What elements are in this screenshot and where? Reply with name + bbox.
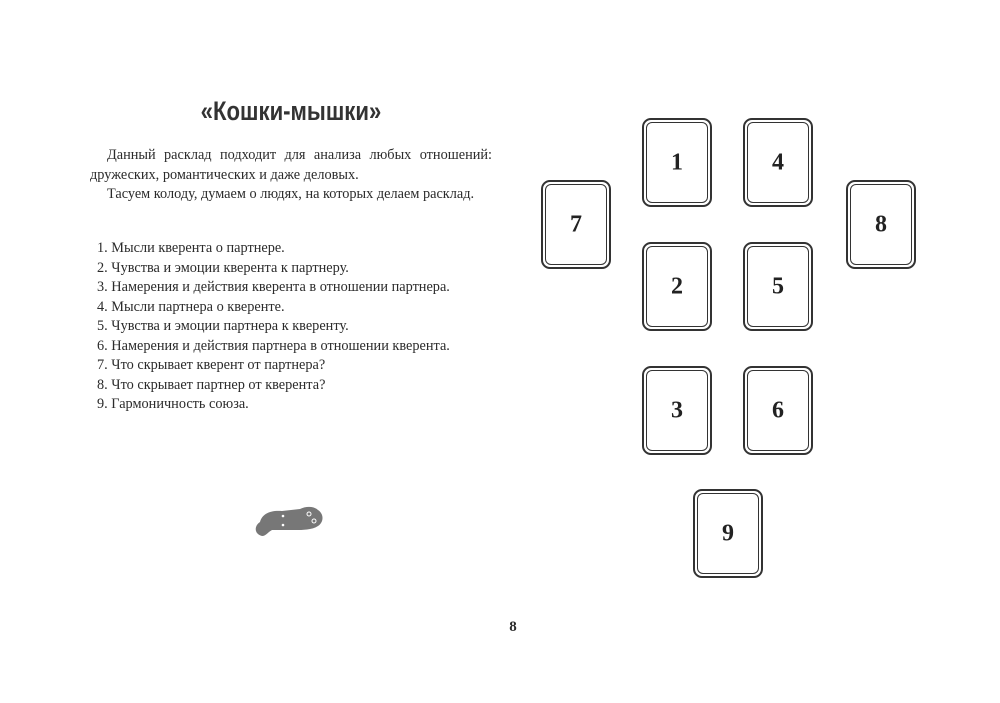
- card-number: 3: [671, 397, 683, 423]
- intro-text: [90, 146, 492, 205]
- card-number: 4: [772, 149, 784, 175]
- list-item: 5. Чувства и эмоции партнера к кверенту.: [97, 318, 349, 334]
- positions-list: [90, 239, 492, 415]
- card-position-2: [642, 242, 712, 331]
- list-item: 3. Намерения и действия кверента в отношении партнера.: [97, 279, 450, 295]
- card-number: 6: [772, 397, 784, 423]
- card-number: 7: [570, 211, 582, 237]
- card-position-6: [743, 366, 813, 455]
- list-item: 2. Чувства и эмоции кверента к партнеру.: [97, 259, 349, 276]
- card-position-9: [693, 489, 763, 578]
- card-position-8: [846, 180, 916, 269]
- list-item: 9. Гармоничность союза.: [97, 396, 249, 412]
- card-number: 2: [671, 273, 683, 299]
- card-number: 5: [772, 273, 784, 299]
- card-position-4: [743, 118, 813, 207]
- list-item: 4. Мысли партнера о кверенте.: [97, 298, 285, 315]
- intro-paragraph: Данный расклад подходит для анализа любых отношений: дружеских, романтических и даже деловых.: [90, 147, 492, 183]
- card-position-5: [743, 242, 813, 331]
- page-number: 8: [509, 619, 517, 635]
- card-number: 1: [671, 149, 683, 175]
- list-item: 1. Мысли кверента о партнере.: [97, 240, 285, 256]
- intro-paragraph: Тасуем колоду, думаем о людях, на которых делаем расклад.: [107, 186, 475, 202]
- card-position-1: [642, 118, 712, 207]
- list-item: 6. Намерения и действия партнера в отношении кверента.: [97, 337, 450, 354]
- spread-title: «Кошки-мышки»: [200, 96, 382, 126]
- list-item: 7. Что скрывает кверент от партнера?: [97, 357, 326, 373]
- card-position-7: [541, 180, 611, 269]
- card-number: 9: [722, 520, 734, 546]
- card-number: 8: [875, 211, 887, 237]
- card-position-3: [642, 366, 712, 455]
- list-item: 8. Что скрывает партнер от кверента?: [97, 376, 326, 393]
- cat-icon: [252, 500, 328, 540]
